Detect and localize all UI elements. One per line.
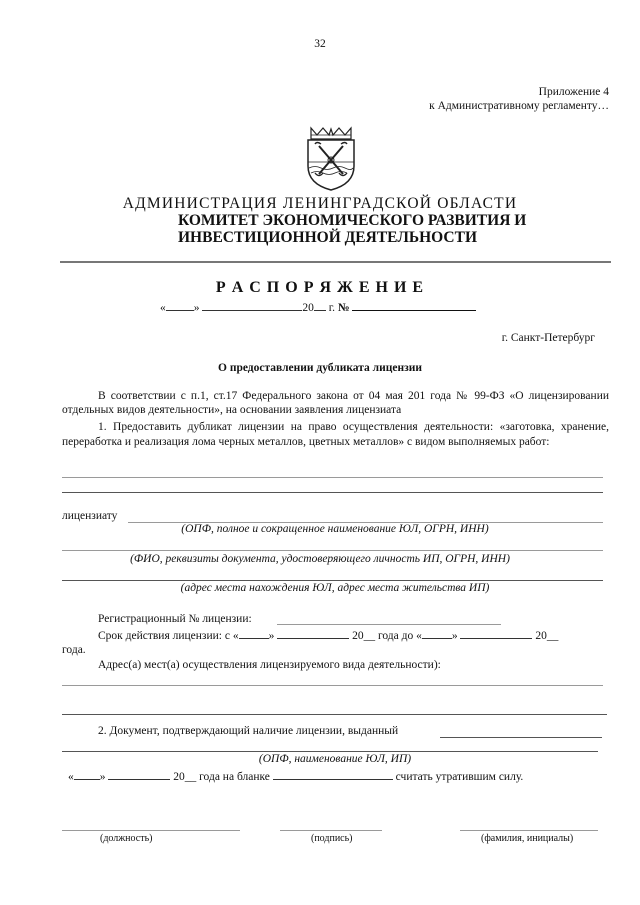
caption-opf: (ОПФ, наименование ЮЛ, ИП): [258, 753, 412, 765]
validity-year-to: 20__ года до «: [352, 630, 422, 642]
appendix-line1: Приложение 4: [538, 86, 609, 98]
document-issuer-line-2[interactable]: [62, 751, 598, 752]
activity-address-line-2[interactable]: [62, 714, 607, 715]
validity-year-2: 20__: [535, 630, 559, 642]
paragraph-grant: 1. Предоставить дубликат лицензии на право осуществления деятельности: «заготовка, хранение, переработка и реализация лома черных металлов, цветных металлов» с видом выполняемых работ:: [62, 421, 609, 448]
page-number: 32: [314, 38, 326, 50]
lost-day-field[interactable]: [74, 769, 100, 780]
caption-fullname: (фамилия, инициалы): [481, 833, 574, 844]
date-day-field[interactable]: [166, 300, 194, 311]
validity-end: года.: [62, 644, 86, 656]
position-field[interactable]: [62, 830, 240, 831]
caption-legal-entity: (ОПФ, полное и сокращенное наименование ЮЛ, ОГРН, ИНН): [181, 523, 489, 535]
org-title-line2: КОМИТЕТ ЭКОНОМИЧЕСКОГО РАЗВИТИЯ И: [178, 212, 527, 229]
document-issuer-field[interactable]: [440, 737, 602, 738]
reg-number-field[interactable]: [277, 624, 501, 625]
lost-line: [68, 769, 523, 783]
validity-label: Срок действия лицензии: с «: [98, 630, 239, 642]
validity-quote-close-2: »: [451, 630, 458, 642]
date-month-field[interactable]: [202, 300, 302, 311]
org-title-line3: ИНВЕСТИЦИОННОЙ ДЕЯТЕЛЬНОСТИ: [178, 229, 478, 246]
validity-line: [98, 628, 558, 642]
date-year-field[interactable]: [314, 300, 326, 311]
date-close-quote: »: [193, 302, 200, 314]
blank-number-field[interactable]: [273, 769, 393, 780]
number-sign: №: [337, 302, 350, 314]
validity-to-month-field[interactable]: [460, 628, 532, 639]
date-year-prefix: 20: [302, 302, 314, 314]
address-field[interactable]: [62, 580, 603, 581]
validity-from-month-field[interactable]: [277, 628, 349, 639]
caption-signature: (подпись): [311, 833, 353, 844]
caption-entrepreneur: (ФИО, реквизиты документа, удостоверяющего личность ИП, ОГРН, ИНН): [130, 553, 510, 565]
order-title: Р А С П О Р Я Ж Е Н И Е: [215, 279, 425, 296]
lost-month-field[interactable]: [108, 769, 170, 780]
reg-number-label: Регистрационный № лицензии:: [98, 613, 252, 625]
works-blank-line-1[interactable]: [62, 477, 603, 478]
activity-address-line-1[interactable]: [62, 685, 603, 686]
validity-quote-close-1: »: [268, 630, 275, 642]
works-blank-line-2[interactable]: [62, 492, 603, 493]
validity-to-day-field[interactable]: [422, 628, 452, 639]
date-open-quote: «: [160, 302, 166, 314]
order-number-field[interactable]: [352, 300, 476, 311]
coat-of-arms-icon: [303, 126, 359, 192]
licensee-label: лицензиату: [62, 510, 118, 522]
lost-close-quote: »: [99, 771, 106, 783]
city: г. Санкт-Петербург: [501, 332, 595, 344]
entrepreneur-field[interactable]: [62, 550, 603, 551]
paragraph-basis: В соответствии с п.1, ст.17 Федерального закона от 04 мая 201 года № 99-ФЗ «О лицензировании отдельных видов деятельности», на основании заявления лицензиата: [62, 390, 609, 416]
header-divider: [60, 261, 611, 263]
appendix-line2: к Административному регламенту…: [429, 100, 609, 112]
order-subject: О предоставлении дубликата лицензии: [218, 362, 422, 374]
order-date-line: [160, 300, 476, 314]
activity-address-label: Адрес(а) мест(а) осуществления лицензируемого вида деятельности):: [98, 659, 441, 671]
validity-from-day-field[interactable]: [239, 628, 269, 639]
lost-text: считать утратившим силу.: [395, 771, 524, 783]
lost-year: 20__ года на бланке: [173, 771, 270, 783]
lost-open-quote: «: [68, 771, 74, 783]
org-title-line1: АДМИНИСТРАЦИЯ ЛЕНИНГРАДСКОЙ ОБЛАСТИ: [122, 195, 518, 212]
caption-position: (должность): [100, 833, 153, 844]
document-paragraph: 2. Документ, подтверждающий наличие лицензии, выданный: [98, 725, 399, 737]
signature-field[interactable]: [280, 830, 382, 831]
fullname-field[interactable]: [460, 830, 598, 831]
caption-address: (адрес места нахождения ЮЛ, адрес места жительства ИП): [180, 582, 490, 594]
date-year-suffix: г.: [328, 302, 336, 314]
